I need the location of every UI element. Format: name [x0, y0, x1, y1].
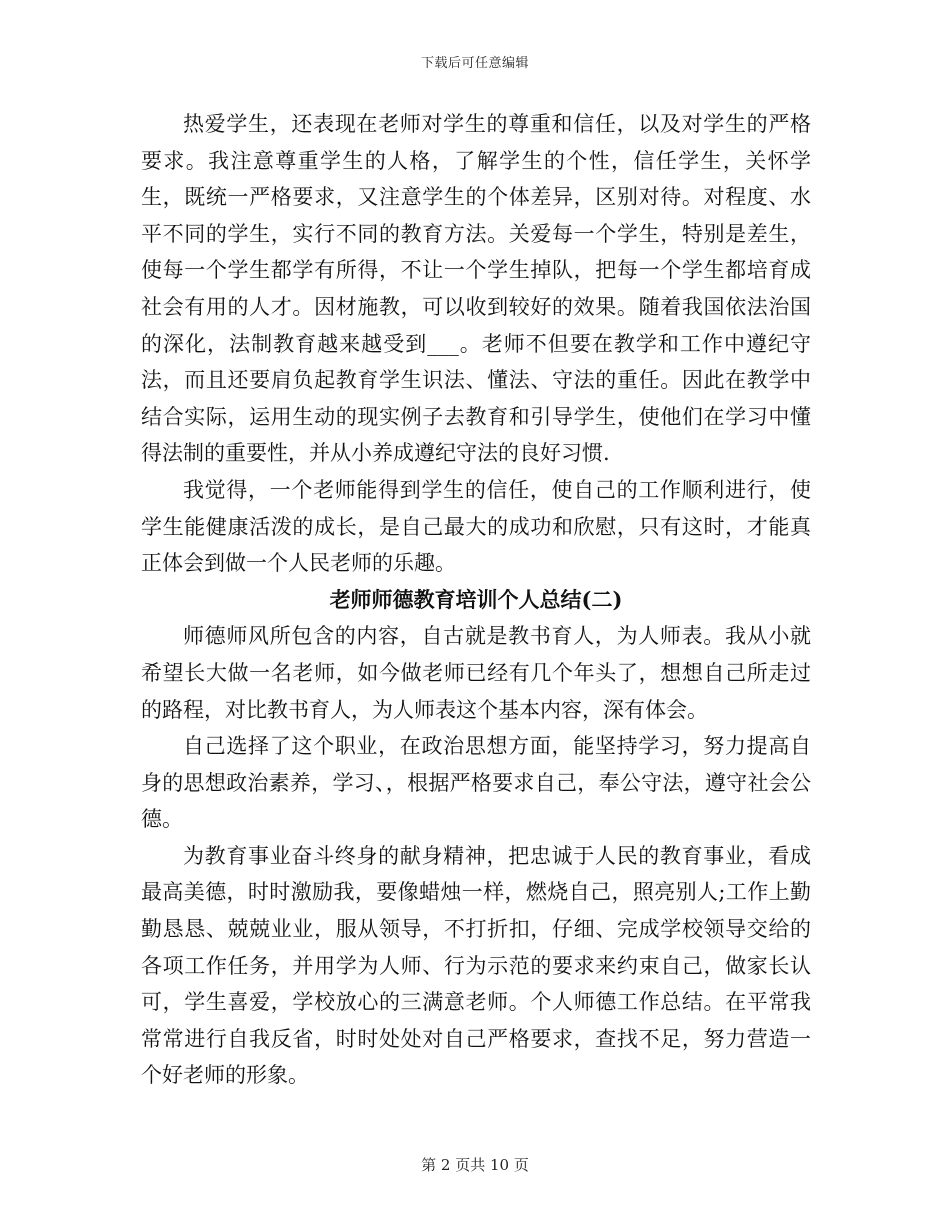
paragraph: 师德师风所包含的内容，自古就是教书育人，为人师表。我从小就希望长大做一名老师，如今做老师已经有几个年头了，想想自己所走过的路程，对比教书育人，为人师表这个基本内容，深有体会。: [141, 624, 811, 722]
page-number: 第 2 页共 10 页: [421, 1156, 529, 1174]
paragraph: 自己选择了这个职业，在政治思想方面，能坚持学习，努力提高自身的思想政治素养，学习、，根据严格要求自己，奉公守法，遵守社会公德。: [141, 734, 811, 832]
paragraph: 为教育事业奋斗终身的献身精神，把忠诚于人民的教育事业，看成最高美德，时时激励我，要像蜡烛一样，燃烧自己，照亮别人;工作上勤勤恳恳、兢兢业业，服从领导，不打折扣，仔细、完成学校领导交给的各项工作任务，并用学为人师、行为示范的要求来约束自己，做家长认可，学生喜爱，学校放心的三满意老师。个人师德工作总结。在平常我常常进行自我反省，时时处处对自己严格要求，查找不足，努力营造一个好老师的形象。: [141, 843, 811, 1088]
document-body: [141, 106, 811, 1094]
paragraph: 我觉得，一个老师能得到学生的信任，使自己的工作顺利进行，使学生能健康活泼的成长，是自己最大的成功和欣慰，只有这时，才能真正体会到做一个人民老师的乐趣。: [141, 477, 811, 576]
page-header: 下载后可任意编辑: [420, 56, 529, 71]
paragraph: 热爱学生，还表现在老师对学生的尊重和信任，以及对学生的严格要求。我注意尊重学生的人格，了解学生的个性，信任学生，关怀学生，既统一严格要求，又注意学生的个体差异，区别对待。对程度、水平不同的学生，实行不同的教育方法。关爱每一个学生，特别是差生，使每一个学生都学有所得，不让一个学生掉队，把每一个学生都培育成社会有用的人才。因材施教，可以收到较好的效果。随着我国依法治国的深化，法制教育越来越受到___。老师不但要在教学和工作中遵纪守法，而且还要肩负起教育学生识法、懂法、守法的重任。因此在教学中结合实际，运用生动的现实例子去教育和引导学生，使他们在学习中懂得法制的重要性，并从小养成遵纪守法的良好习惯.: [141, 112, 811, 466]
section-title: 老师师德教育培训个人总结(二): [329, 586, 623, 612]
